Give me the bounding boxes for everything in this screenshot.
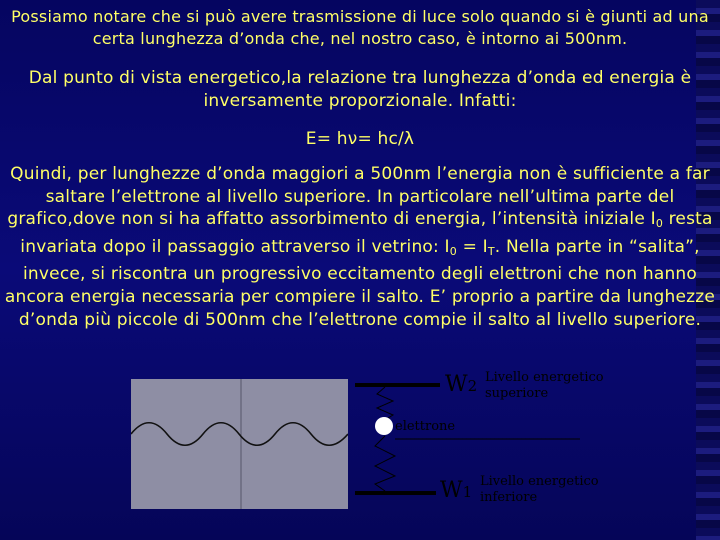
electron-label: elettrone [395,419,456,434]
explanation-text-4: . Nella parte in “salita”, invece, si riscontra un progressivo eccitamento degli elettroni che non hanno ancora energia necessaria per compiere il salto. E’ proprio a partire da lunghezze d’onda più piccole di 500nm che l’elettrone compie il salto al livello superiore. [4,236,716,330]
level-w1-label: W1 [440,478,473,503]
energy-formula: E= hν= hc/λ [305,129,415,149]
wave-graph [131,379,348,509]
level-w2-label: W2 [445,372,478,397]
level-w1-description: Livello energetico inferiore [480,474,599,505]
sine-wave [131,379,348,509]
paragraph-energy: Dal punto di vista energetico,la relazione tra lunghezza d’onda ed energia è inversamente proporzionale. Infatti: [28,68,692,111]
subscript-0a: 0 [655,217,664,231]
explanation-text-1: Quindi, per lunghezze d’onda maggiori a 500nm l’energia non è sufficiente a far saltare l’elettrone al livello superiore. In particolare nell’ultima parte del grafico,dove non si ha affatto assorbimento di energia, l’intensità iniziale I [7,164,710,230]
subscript-t: T [487,244,495,258]
subscript-0b: 0 [449,244,457,258]
paragraph-intro: Possiamo notare che si può avere trasmissione di luce solo quando si è giunti ad una certa lunghezza d’onda che, nel nostro caso, è intorno ai 500nm. [11,7,709,48]
explanation-text-3: = I [456,236,488,257]
level-w2-description: Livello energetico superiore [485,370,604,401]
explanation-text-2: resta invariata dopo il passaggio attraverso il vetrino: I [20,209,713,257]
paragraph-explanation [0,163,720,331]
energy-level-diagram [355,370,675,530]
